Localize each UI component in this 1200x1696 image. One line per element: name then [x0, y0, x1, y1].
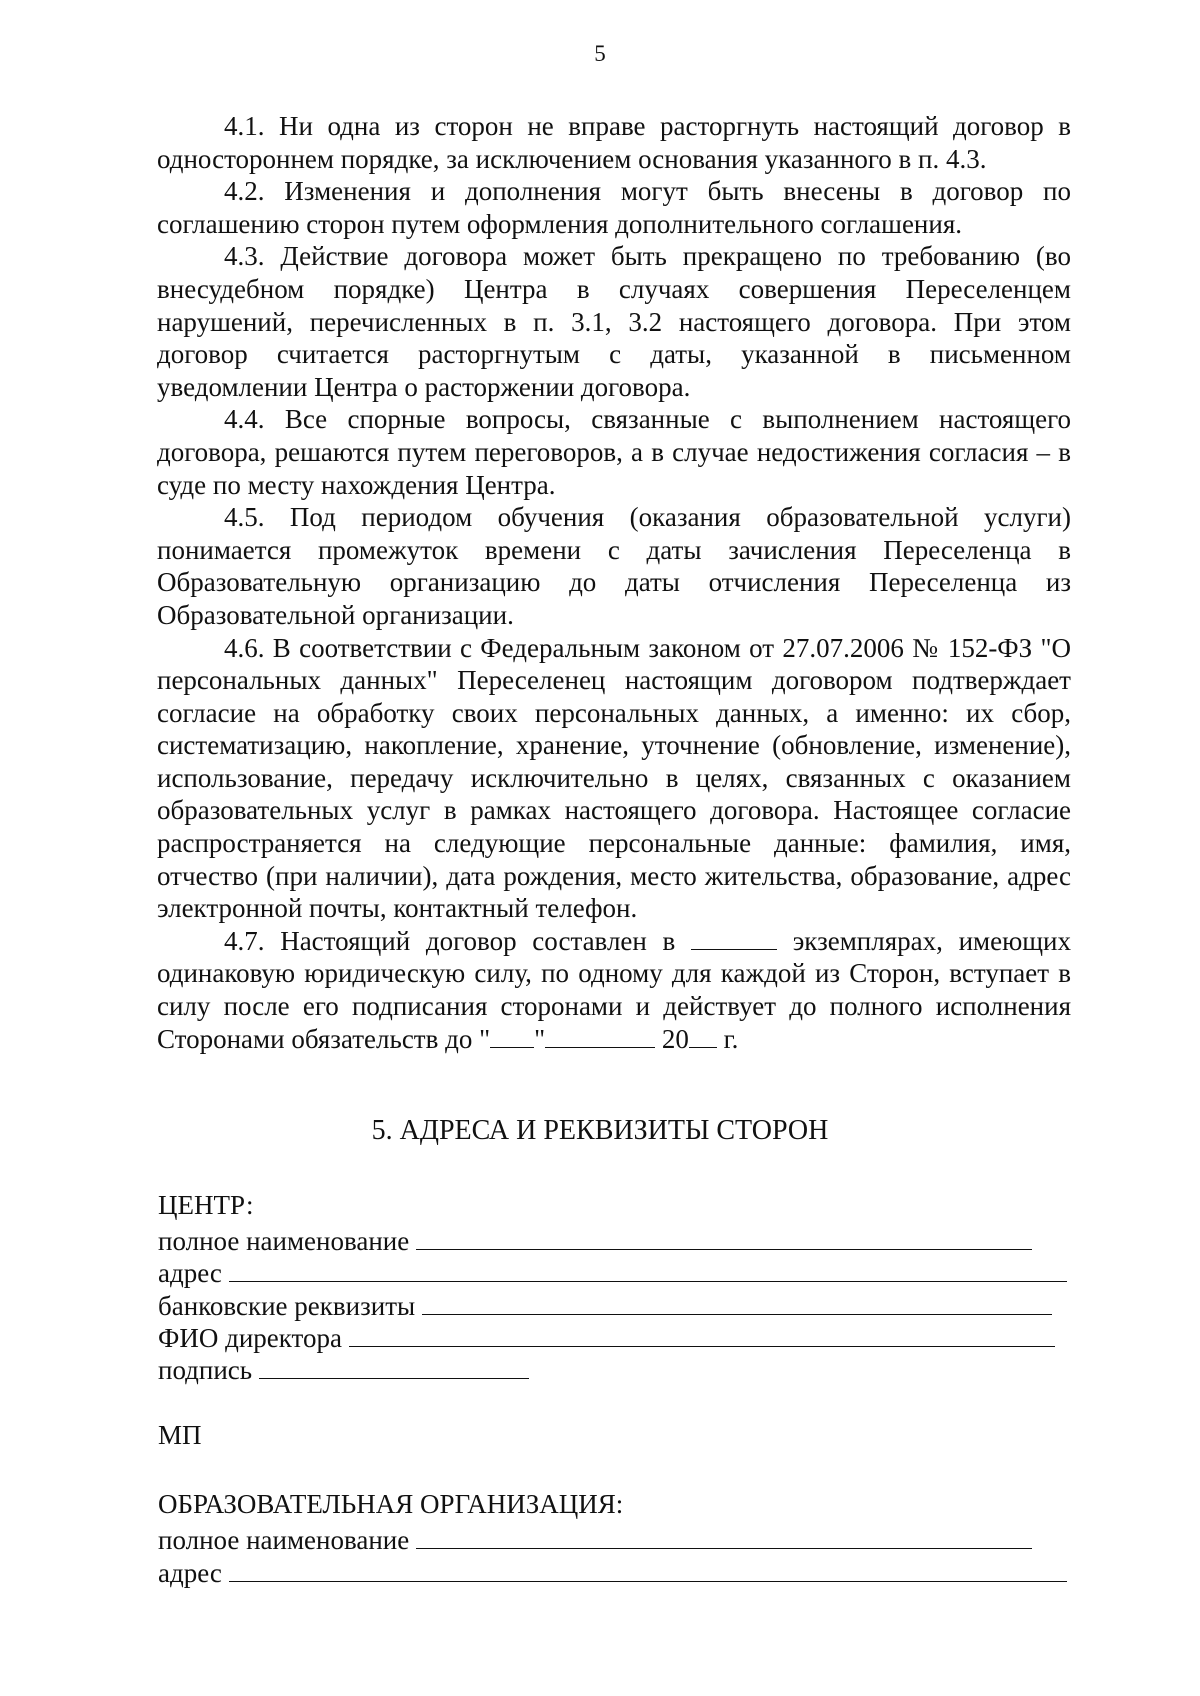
center-full-name-line: [416, 1223, 1032, 1250]
center-title: ЦЕНТР:: [158, 1190, 254, 1220]
clause-4-4: 4.4. Все спорные вопросы, связанные с выполнением настоящего договора, решаются путем переговоров, а в случае недостижения согласия – в суде по месту нахождения Центра.: [157, 404, 1071, 500]
org-address-label: адрес: [158, 1558, 222, 1588]
center-address-line: [229, 1255, 1067, 1282]
center-director-row: [158, 1320, 1055, 1354]
center-full-name-label: полное наименование: [158, 1226, 410, 1256]
center-address-row: [158, 1255, 1067, 1289]
center-bank-line: [422, 1288, 1052, 1315]
clause-4-6: 4.6. В соответствии с Федеральным законом от 27.07.2006 № 152-ФЗ "О персональных данных" Переселенец настоящим договором подтверждает согласие на обработку своих персональных данных, а именно: их сбор, систематизацию, накопление, хранение, уточнение (обновление, изменение), использование, передачу исключительно в целях, связанных с оказанием образовательных услуг в рамках настоящего договора. Настоящее согласие распространяется на следующие персональные данные: фамилия, имя, отчество (при наличии), дата рождения, место жительства, образование, адрес электронной почты, контактный телефон.: [157, 632, 1071, 924]
section-5-heading: 5. АДРЕСА И РЕКВИЗИТЫ СТОРОН: [371, 1115, 829, 1146]
clause-4-7: [157, 925, 1071, 1055]
month-blank: [545, 1023, 655, 1048]
year-suffix: г.: [723, 1023, 739, 1054]
org-full-name-label: полное наименование: [158, 1525, 410, 1555]
center-bank-row: [158, 1288, 1052, 1322]
center-director-line: [349, 1320, 1055, 1347]
center-full-name-row: [158, 1223, 1032, 1257]
clause-4-1: 4.1. Ни одна из сторон не вправе расторгнуть настоящий договор в одностороннем порядке, за исключением основания указанного в п. 4.3.: [157, 111, 1071, 174]
clause-4-7-start: 4.7. Настоящий договор составлен в: [224, 925, 676, 956]
center-director-label: ФИО директора: [158, 1323, 342, 1353]
org-full-name-row: [158, 1522, 1032, 1556]
center-signature-line: [259, 1352, 529, 1379]
center-address-label: адрес: [158, 1258, 222, 1288]
year-prefix: 20: [661, 1023, 689, 1054]
year-blank: [689, 1023, 717, 1048]
org-title: ОБРАЗОВАТЕЛЬНАЯ ОРГАНИЗАЦИЯ:: [158, 1489, 624, 1519]
org-full-name-line: [416, 1522, 1032, 1549]
quote-close: ": [534, 1023, 546, 1054]
section-4-body: [157, 110, 1071, 1055]
copies-count-blank: [691, 925, 777, 950]
center-signature-label: подпись: [158, 1355, 253, 1385]
clause-4-7-middle: экземплярах, имеющих одинаковую юридическую силу, по одному для каждой из Сторон, вступает в силу после его подписания сторонами и действует до полного исполнения Сторонами обязательств до ": [157, 925, 1072, 1054]
clause-4-2: 4.2. Изменения и дополнения могут быть внесены в договор по соглашению сторон путем оформления дополнительного соглашения.: [157, 176, 1071, 239]
clause-4-5: 4.5. Под периодом обучения (оказания образовательной услуги) понимается промежуток времени с даты зачисления Переселенца в Образовательную организацию до даты отчисления Переселенца из Образовательной организации.: [157, 502, 1071, 630]
day-blank: [490, 1023, 534, 1048]
org-address-line: [229, 1555, 1067, 1582]
center-bank-label: банковские реквизиты: [158, 1291, 416, 1321]
center-signature-row: [158, 1352, 529, 1386]
org-address-row: [158, 1555, 1067, 1589]
stamp-label: МП: [158, 1420, 202, 1450]
clause-4-3: 4.3. Действие договора может быть прекращено по требованию (во внесудебном порядке) Центра в случаях совершения Переселенцем нарушений, перечисленных в п. 3.1, 3.2 настоящего договора. При этом договор считается расторгнутым с даты, указанной в письменном уведомлении Центра о расторжении договора.: [157, 241, 1071, 402]
page-number: 5: [594, 41, 606, 66]
